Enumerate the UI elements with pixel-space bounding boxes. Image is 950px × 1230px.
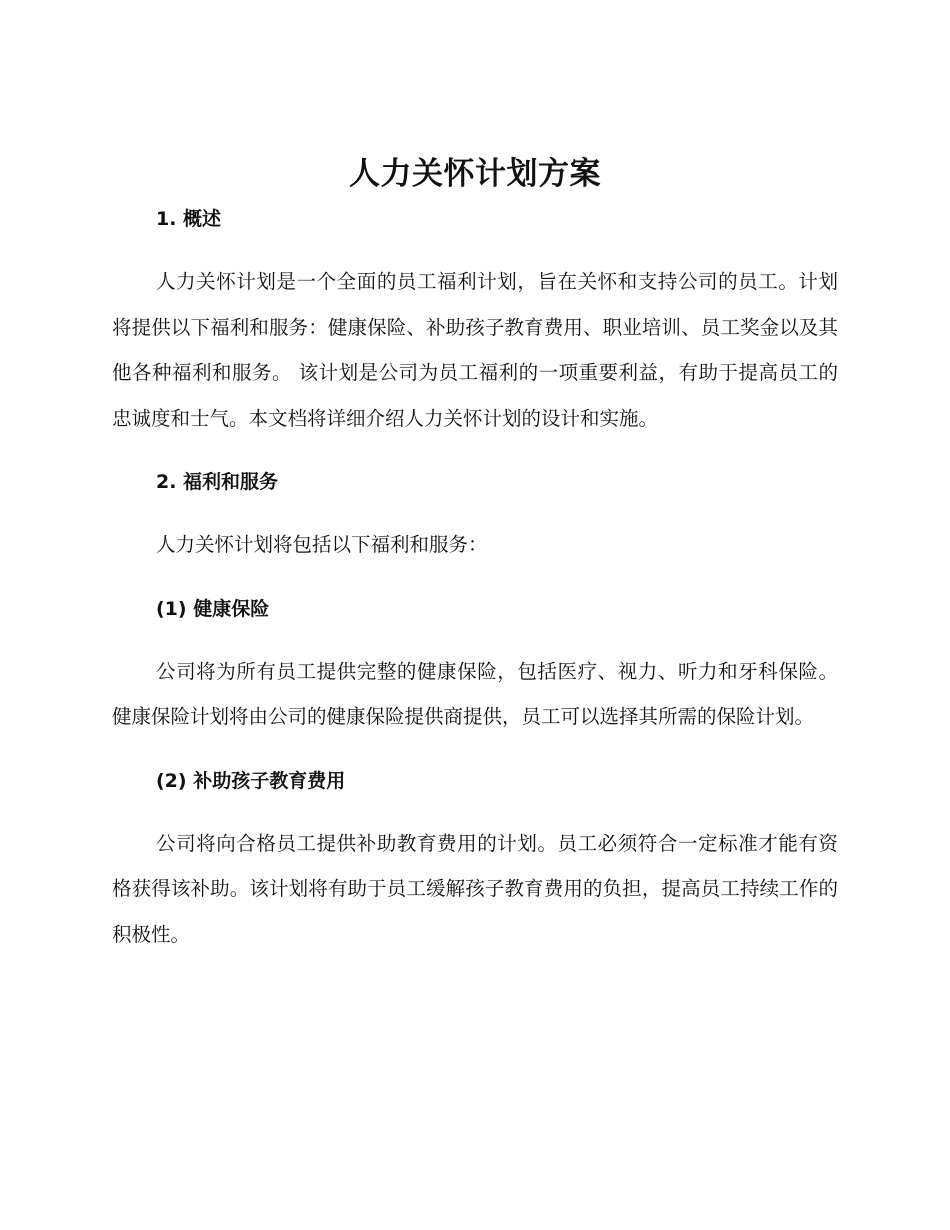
section-paragraph-benefits: 人力关怀计划将包括以下福利和服务： (156, 533, 488, 556)
section-heading-education-subsidy: (2) 补助孩子教育费用 (156, 769, 346, 792)
section-paragraph-health-insurance: 公司将为所有员工提供完整的健康保险，包括医疗、视力、听力和牙科保险。健康保险计划将由公司的健康保险提供商提供，员工可以选择其所需的保险计划。 (112, 659, 838, 728)
document-title: 人力关怀计划方案 (349, 156, 601, 192)
section-heading-benefits: 2. 福利和服务 (156, 471, 279, 493)
document-body (112, 148, 838, 957)
section-paragraph-education-subsidy: 公司将向合格员工提供补助教育费用的计划。员工必须符合一定标准才能有资格获得该补助。该计划将有助于员工缓解孩子教育费用的负担，提高员工持续工作的积极性。 (112, 831, 838, 946)
section-heading-health-insurance: (1) 健康保险 (156, 597, 270, 620)
section-heading-overview: 1. 概述 (156, 208, 222, 230)
section-paragraph-overview: 人力关怀计划是一个全面的员工福利计划，旨在关怀和支持公司的员工。计划将提供以下福利和服务：健康保险、补助孩子教育费用、职业培训、员工奖金以及其他各种福利和服务。 该计划是公司为员工福利的一项重要利益，有助于提高员工的忠诚度和士气。本文档将详细介绍人力关怀计划的设计和实施。 (112, 270, 838, 430)
